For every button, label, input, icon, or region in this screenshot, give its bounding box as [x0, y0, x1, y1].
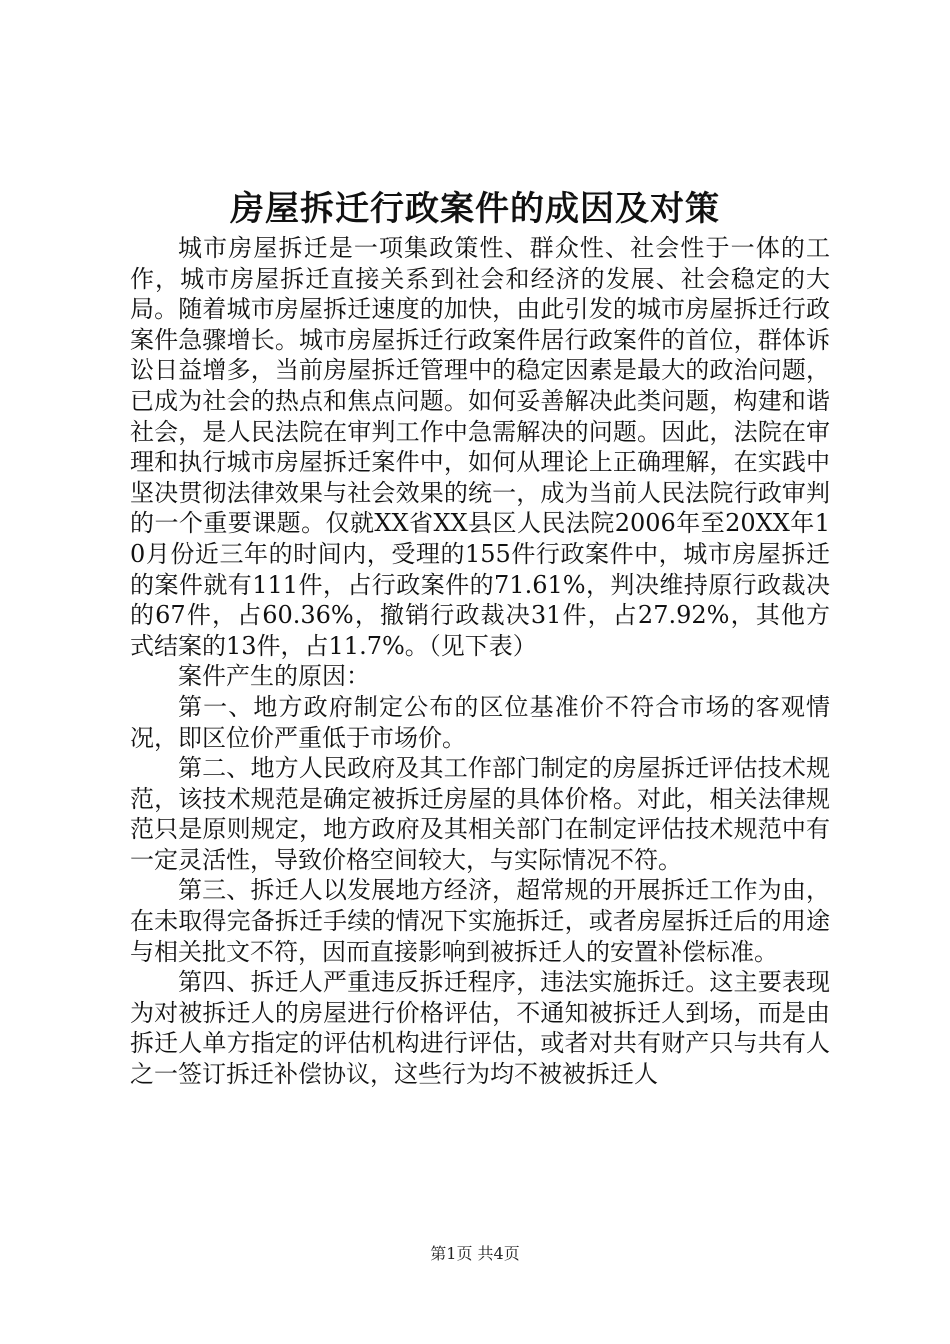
document-body — [130, 233, 830, 1090]
paragraph-cause-4: 第四、拆迁人严重违反拆迁程序，违法实施拆迁。这主要表现为对被拆迁人的房屋进行价格评估，不通知被拆迁人到场，而是由拆迁人单方指定的评估机构进行评估，或者对共有财产只与共有人之一签订拆迁补偿协议，这些行为均不被被拆迁人 — [130, 968, 830, 1089]
paragraph-cause-3: 第三、拆迁人以发展地方经济，超常规的开展拆迁工作为由，在未取得完备拆迁手续的情况下实施拆迁，或者房屋拆迁后的用途与相关批文不符，因而直接影响到被拆迁人的安置补偿标准。 — [130, 876, 830, 966]
paragraph-cause-1: 第一、地方政府制定公布的区位基准价不符合市场的客观情况，即区位价严重低于市场价。 — [130, 692, 830, 752]
page-footer: 第1页 共4页 — [430, 1244, 520, 1263]
document-title: 房屋拆迁行政案件的成因及对策 — [230, 189, 720, 229]
paragraph-cause-2: 第二、地方人民政府及其工作部门制定的房屋拆迁评估技术规范，该技术规范是确定被拆迁房屋的具体价格。对此，相关法律规范只是原则规定，地方政府及其相关部门在制定评估技术规范中有一定灵活性，导致价格空间较大，与实际情况不符。 — [130, 754, 830, 874]
paragraph-intro: 城市房屋拆迁是一项集政策性、群众性、社会性于一体的工作，城市房屋拆迁直接关系到社会和经济的发展、社会稳定的大局。随着城市房屋拆迁速度的加快，由此引发的城市房屋拆迁行政案件急骤增长。城市房屋拆迁行政案件居行政案件的首位，群体诉讼日益增多，当前房屋拆迁管理中的稳定因素是最大的政治问题，已成为社会的热点和焦点问题。如何妥善解决此类问题，构建和谐社会，是人民法院在审判工作中急需解决的问题。因此，法院在审理和执行城市房屋拆迁案件中，如何从理论上正确理解，在实践中坚决贯彻法律效果与社会效果的统一，成为当前人民法院行政审判的一个重要课题。仅就XX省XX县区人民法院2006年至20XX年10月份近三年的时间内，受理的155件行政案件中，城市房屋拆迁的案件就有111件，占行政案件的71.61%，判决维持原行政裁决的67件，占60.36%，撤销行政裁决31件，占27.92%，其他方式结案的13件，占11.7%。（见下表） — [130, 234, 830, 660]
paragraph-causes-heading: 案件产生的原因： — [178, 662, 370, 691]
